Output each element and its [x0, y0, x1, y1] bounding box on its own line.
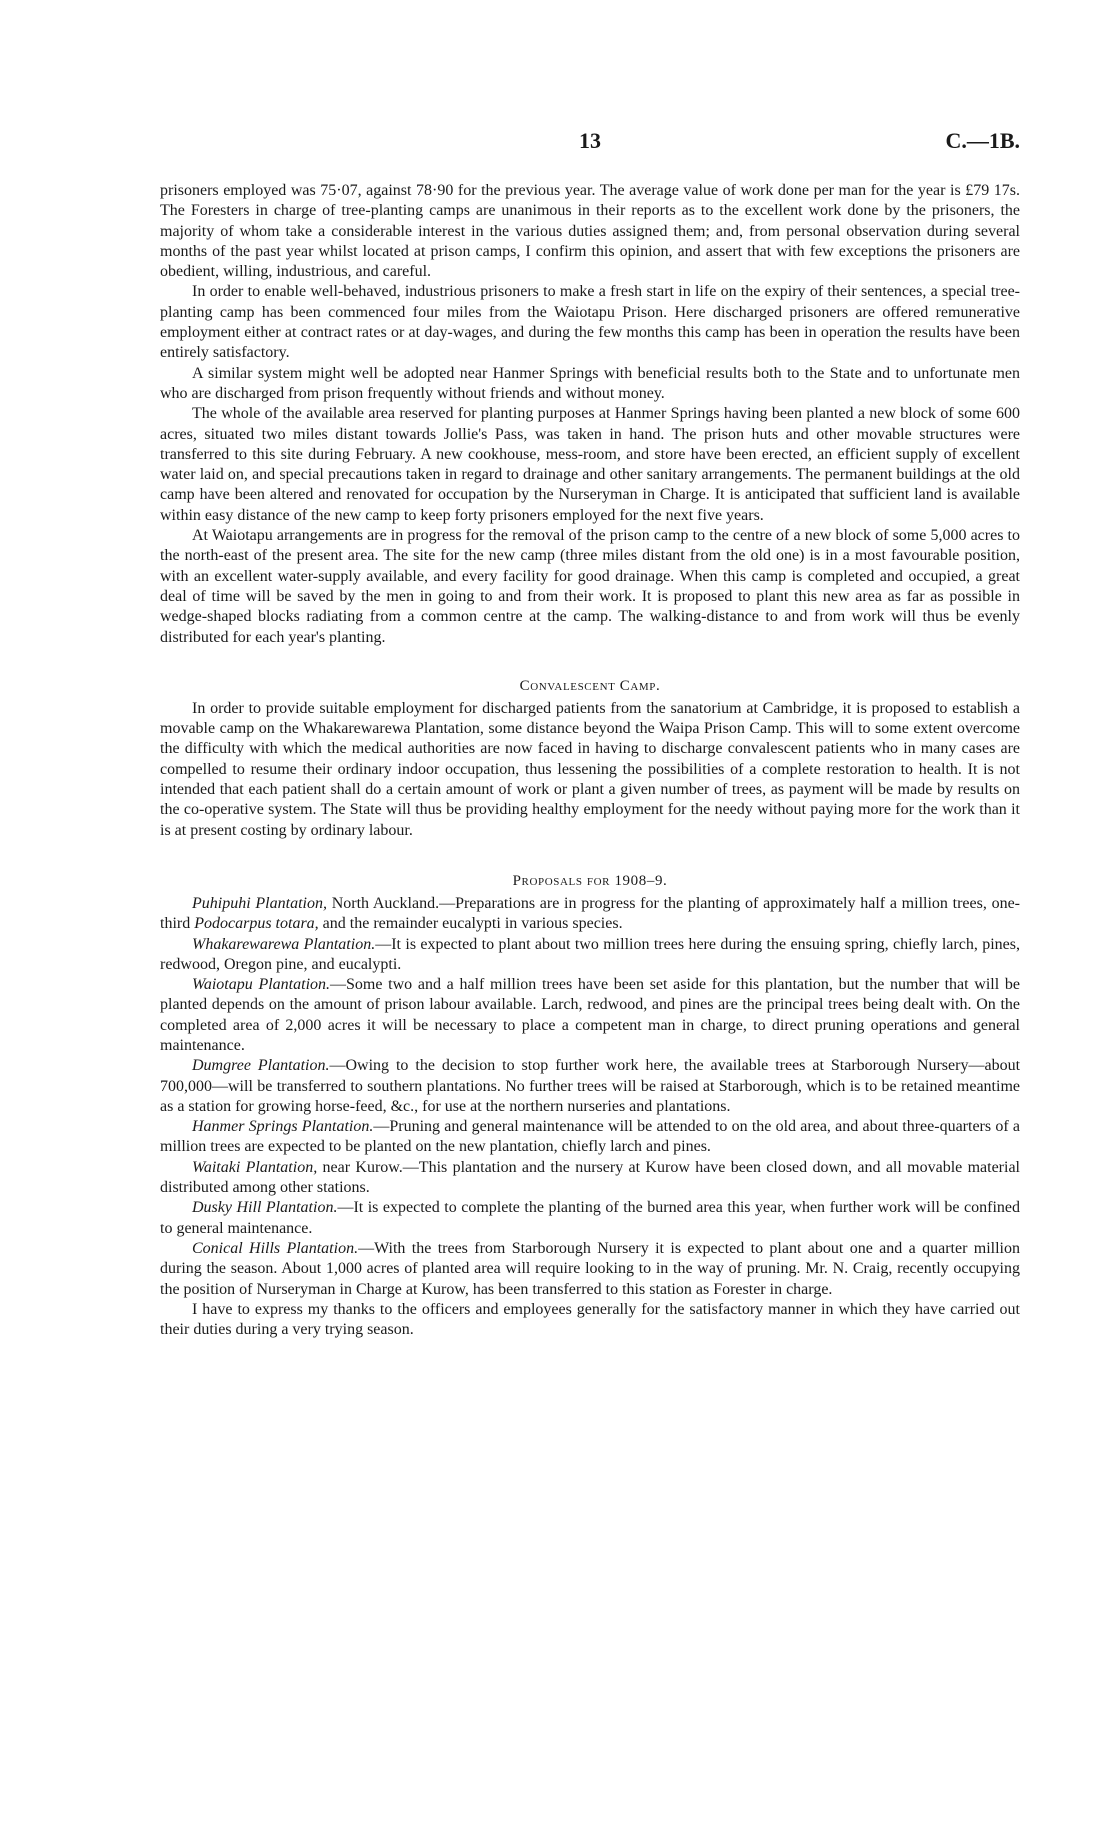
paragraph-hanmer-system: A similar system might well be adopted near Hanmer Springs with beneficial results both to the State and to unfortunate men who are discharged from prison frequently without friends and without money. [160, 364, 1020, 402]
proposal-hanmer-springs [160, 1117, 1020, 1158]
paragraph-waiotapu-camp: At Waiotapu arrangements are in progress for the removal of the prison camp to the centre of a new block of some 5,000 acres to the north-east of the present area. The site for the new camp (three miles distant from the old one) is in a most favourable position, with an excellent water-supply available, and every facility for good drainage. When this camp is completed and occupied, a great deal of time will be saved by the men in going to and from their work. It is proposed to plant this new area as far as possible in wedge-shaped blocks radiating from a common centre at the camp. The walking-distance to and from work will thus be evenly distributed for each year's planting. [160, 527, 1020, 646]
plantation-name: Dumgree Plantation. [192, 1057, 330, 1075]
proposal-text: near Kurow.—This plantation and the nursery at Kurow have been closed down, and all movable material distributed among other stations. [160, 1158, 1020, 1197]
proposal-whakarewarewa [160, 935, 1020, 976]
plantation-name: Whakarewarewa Plantation. [192, 935, 376, 953]
paragraph-closing-thanks: I have to express my thanks to the officers and employees generally for the satisfactory manner in which they have carried out their duties during a very trying season. [160, 1300, 1020, 1339]
paragraph-convalescent-camp: In order to provide suitable employment for discharged patients from the sanatorium at Cambridge, it is proposed to establish a movable camp on the Whakarewarewa Plantation, some distance beyond the Waipa Prison Camp. This will to some extent overcome the difficulty with which the medical authorities are now faced in having to discharge convalescent patients who in many cases are compelled to resume their ordinary indoor occupation, thus lessening the possibilities of a complete restoration to health. It is not intended that each patient shall do a certain amount of work or plant a given number of trees, as payment will be made by results on the co-operative system. The State will thus be providing healthy employment for the needy without paying more for the work than it is at present costing by ordinary labour. [160, 699, 1020, 839]
proposal-text: —It is expected to complete the planting of the burned area this year, when further work will be confined to general maintenance. [160, 1199, 1020, 1237]
paragraph-hanmer-new-block: The whole of the available area reserved for planting purposes at Hanmer Springs having been planted a new block of some 600 acres, situated two miles distant towards Jollie's Pass, was taken in hand. The prison huts and other movable structures were transferred to this site during February. A new cookhouse, mess-room, and store have been erected, an efficient supply of excellent water laid on, and special precautions taken in regard to drainage and other sanitary arrangements. The permanent buildings at the old camp have been altered and renovated for occupation by the Nurseryman in Charge. It is anticipated that sufficient land is available within easy distance of the new camp to keep forty prisoners employed for the next five years. [160, 405, 1020, 524]
proposal-text: and the remainder eucalypti in various species. [318, 915, 623, 933]
plantation-name: Waiotapu Plantation. [192, 976, 331, 994]
proposal-text: —Some two and a half million trees have been set aside for this plantation, but the number that will be planted depends on the amount of prison labour available. Larch, redwood, and pines are the principal trees being dealt with. On the completed area of 2,000 acres it will be necessary to place a competent man in charge, to direct pruning operations and general maintenance. [160, 976, 1020, 1054]
plantation-name: Hanmer Springs Plantation. [192, 1118, 374, 1136]
species-name: Podocarpus totara, [194, 915, 319, 933]
proposal-text: —Pruning and general maintenance will be attended to on the old area, and about three-quarters of a million trees are expected to be planted on the new plantation, chiefly larch and pines. [160, 1118, 1021, 1156]
plantation-name: Dusky Hill Plantation. [192, 1199, 338, 1217]
proposal-dumgree [160, 1056, 1020, 1117]
proposal-puhipuhi [160, 894, 1020, 935]
plantation-name: Waitaki Plantation, [192, 1158, 318, 1176]
proposal-dusky-hill [160, 1198, 1020, 1239]
body-text [160, 181, 1020, 1340]
proposal-text: —It is expected to plant about two million trees here during the ensuing spring, chiefly larch, pines, redwood, Oregon pine, and eucalypti. [160, 935, 1021, 973]
proposal-waiotapu [160, 975, 1020, 1056]
plantation-name: Puhipuhi Plantation, [192, 894, 327, 912]
proposal-conical-hills [160, 1239, 1020, 1300]
paragraph-discharged-prisoners-camp: In order to enable well-behaved, industrious prisoners to make a fresh start in life on the expiry of their sentences, a special tree-planting camp has been commenced four miles from the Waiotapu Prison. Here discharged prisoners are offered remunerative employment either at contract rates or at day-wages, and during the few months this camp has been in operation the results have been entirely satisfactory. [160, 283, 1020, 362]
proposal-waitaki [160, 1158, 1020, 1199]
proposal-text: North Auckland.—Preparations are in progress for the planting of approximately half a million trees, one-third [160, 894, 1020, 933]
section-heading-convalescent-camp: Convalescent Camp. [519, 677, 661, 694]
plantation-name: Conical Hills Plantation. [192, 1239, 359, 1257]
page-header [160, 128, 1020, 158]
proposal-text: —Owing to the decision to stop further work here, the available trees at Starborough Nursery—about 700,000—will be transferred to southern plantations. No further trees will be raised at Starborough, which is to be retained meantime as a station for growing horse-feed, &c., for use at the northern nurseries and plantations. [160, 1057, 1021, 1115]
section-heading-proposals: Proposals for 1908–9. [512, 872, 668, 889]
page-number: 13 [579, 128, 601, 153]
document-code: C.—1B. [945, 128, 1020, 153]
proposal-text: —With the trees from Starborough Nursery it is expected to plant about one and a quarter million during the season. About 1,000 acres of planted area will require looking to in the way of pruning. Mr. N. Craig, recently occupying the position of Nurseryman in Charge at Kurow, has been transferred to this station as Forester in charge. [160, 1239, 1021, 1298]
paragraph-prisoners-employed: prisoners employed was 75·07, against 78·90 for the previous year. The average value of work done per man for the year is £79 17s. The Foresters in charge of tree-planting camps are unanimous in their reports as to the excellent work done by the prisoners, the majority of whom take a considerable interest in the various duties assigned them; and, from personal observation during several months of the past year whilst located at prison camps, I confirm this opinion, and assert that with few exceptions the prisoners are obedient, willing, industrious, and careful. [160, 182, 1020, 281]
